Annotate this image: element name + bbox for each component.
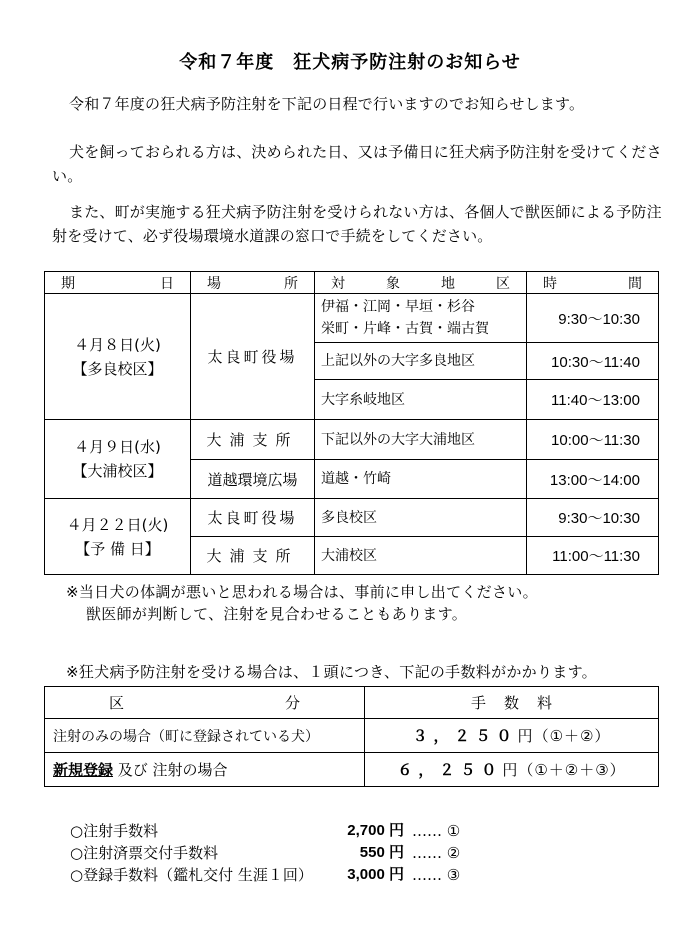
intro-paragraph-2: 犬を飼っておられる方は、決められた日、又は予備日に狂犬病予防注射を受けてください。 [52,143,662,185]
fee-header-category: 区 分 [45,687,365,719]
schedule-header-row [45,272,659,294]
fee-header-amount: 手 数 料 [365,687,659,719]
vet-note: 獣医師が判断して、注射を見合わせることもあります。 [86,605,468,623]
intro-paragraph-3: また、町が実施する狂犬病予防注射を受けられない方は、各個人で獣医師による予防注射を受けて、必ず役場環境水道課の窓口で手続をしてください。 [52,203,662,245]
health-note: ※当日犬の体調が悪いと思われる場合は、事前に申し出てください。 [66,583,538,601]
place-cell: 大浦支所 [191,420,315,460]
table-row [45,420,659,460]
time-cell: 9:30〜10:30 [527,294,659,343]
place-cell: 大浦支所 [191,537,315,575]
header-area: 対 象 地 区 [315,272,527,294]
time-cell: 13:00〜14:00 [527,460,659,499]
fee-label: 注射のみの場合（町に登録されている犬） [45,719,365,753]
fee-breakdown [70,820,460,886]
fee-amount: ６，２５０円（①＋②＋③） [365,753,659,787]
list-item: ○注射済票交付手数料 550 円 …… ② [70,844,461,862]
fee-table [44,686,659,787]
area-cell: 伊福・江岡・早垣・杉谷 栄町・片峰・古賀・端古賀 [315,294,527,343]
header-time: 時 間 [527,272,659,294]
list-item: ○登録手数料（鑑札交付 生涯１回） 3,000 円 …… ③ [70,866,461,884]
page-title: 令和７年度 狂犬病予防注射のお知らせ [179,52,521,73]
area-cell: 大字糸岐地区 [315,380,527,420]
table-row [45,499,659,537]
time-cell: 9:30〜10:30 [527,499,659,537]
table-row [45,719,659,753]
place-cell: 太良町役場 [191,294,315,420]
date-cell: ４月９日(水) 【大浦校区】 [45,420,191,499]
area-cell: 多良校区 [315,499,527,537]
list-item: ○注射手数料 2,700 円 …… ① [70,822,461,840]
header-date: 期 日 [45,272,191,294]
date-cell: ４月８日(火) 【多良校区】 [45,294,191,420]
date-cell: ４月２２日(火) 【予 備 日】 [45,499,191,575]
fee-amount: ３，２５０円（①＋②） [365,719,659,753]
place-cell: 太良町役場 [191,499,315,537]
time-cell: 10:00〜11:30 [527,420,659,460]
area-cell: 大浦校区 [315,537,527,575]
time-cell: 10:30〜11:40 [527,343,659,380]
area-cell: 道越・竹崎 [315,460,527,499]
time-cell: 11:40〜13:00 [527,380,659,420]
table-row [45,294,659,343]
fee-intro: ※狂犬病予防注射を受ける場合は、１頭につき、下記の手数料がかかります。 [66,663,597,681]
intro-paragraph-1: 令和７年度の狂犬病予防注射を下記の日程で行いますのでお知らせします。 [69,95,585,113]
time-cell: 11:00〜11:30 [527,537,659,575]
header-place: 場 所 [191,272,315,294]
area-cell: 下記以外の大字大浦地区 [315,420,527,460]
fee-label: 新規登録 及び 注射の場合 [45,753,365,787]
schedule-table [44,271,659,575]
fee-header-row [45,687,659,719]
area-cell: 上記以外の大字多良地区 [315,343,527,380]
table-row [45,753,659,787]
place-cell: 道越環境広場 [191,460,315,499]
